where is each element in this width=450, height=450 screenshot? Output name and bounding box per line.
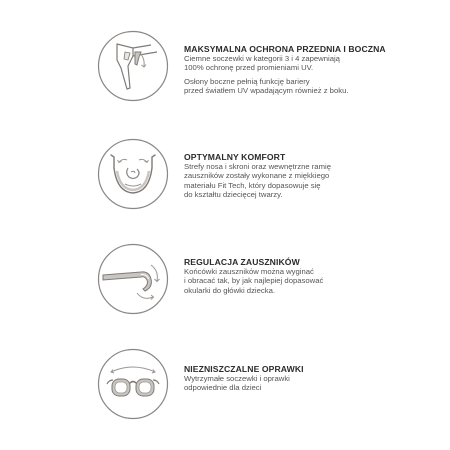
feature-temple-adjustment [0,243,450,343]
feature-front-side-protection [0,30,450,130]
feature-description-line: przed światłem UV wpadającym również z boku. [184,86,349,96]
unbreakable-frame-icon [97,348,169,420]
feature-description-line: Końcówki zauszników można wyginać [184,267,314,276]
feature-text [184,152,424,200]
feature-description-line: do kształtu dziecięcej twarzy. [184,190,283,200]
feature-description-line: Ciemne soczewki w kategorii 3 i 4 zapewniają [184,54,340,63]
feature-title: REGULACJA ZAUSZNIKÓW [184,257,300,267]
feature-description-line: materiału Fit Tech, który dopasowuje się [184,180,321,190]
feature-title: OPTYMALNY KOMFORT [184,152,286,162]
feature-text [184,257,424,295]
feature-text [184,364,424,393]
feature-description-line: Osłony boczne pełnią funkcję bariery [184,76,310,86]
feature-description-line: i obracać tak, by jak najlepiej dopasować [184,276,324,286]
flexible-frame-icon [97,138,169,210]
feature-text [184,44,424,96]
feature-unbreakable-frames [0,348,450,448]
feature-title: NIEZNISZCZALNE OPRAWKI [184,364,304,374]
feature-description-line: odpowiednie dla dzieci [184,383,262,393]
side-shield-glasses-icon [97,30,169,102]
feature-title: MAKSYMALNA OCHRONA PRZEDNIA I BOCZNA [184,44,386,54]
adjustable-temple-icon [97,243,169,315]
feature-description-line: Wytrzymałe soczewki i oprawki [184,374,290,383]
feature-description-line: 100% ochronę przed promieniami UV. [184,63,314,73]
feature-optimal-comfort [0,138,450,238]
feature-description-line: okularki do główki dziecka. [184,285,276,295]
feature-description-line: Strefy nosa i skroni oraz wewnętrzne ramię [184,162,331,171]
feature-description-line: zauszników zostały wykonane z miękkiego [184,171,330,181]
